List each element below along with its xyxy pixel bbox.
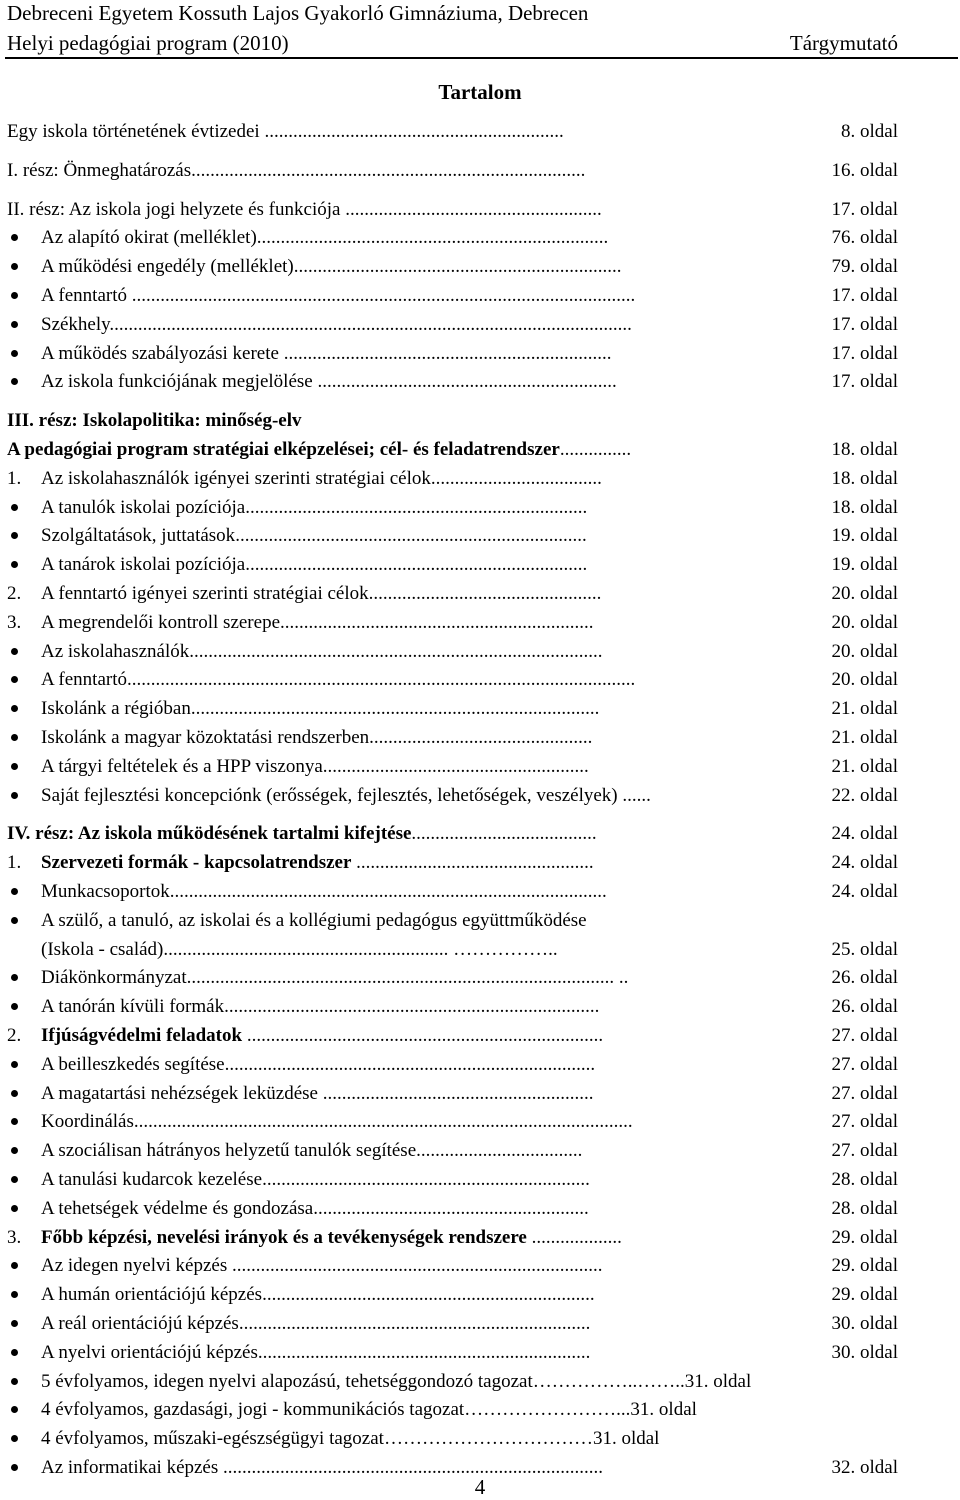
toc-entry: [0, 436, 960, 464]
dot-leader: .......................................: [411, 823, 597, 844]
toc-entry-page: 20. oldal: [831, 641, 898, 662]
toc-entry-page: 30. oldal: [831, 1342, 898, 1363]
toc-entry: [0, 407, 960, 435]
header-section-label: Tárgymutató: [789, 31, 898, 55]
toc-entry-title: Az alapító okirat (melléklet): [41, 227, 257, 248]
toc-entry-page: 20. oldal: [831, 612, 898, 633]
toc-entry-title: A pedagógiai program stratégiai elképzelései; cél- és feladatrendszer: [7, 439, 560, 460]
toc-entry-page: 17. oldal: [831, 371, 898, 392]
dot-leader: ...........................................................................: [242, 1025, 604, 1046]
toc-entry: [0, 878, 960, 906]
toc-entry-page: 25. oldal: [831, 939, 898, 960]
toc-entry-page: 27. oldal: [831, 1025, 898, 1046]
toc-entry: [0, 1108, 960, 1136]
dot-leader: ...............................................................................: [224, 996, 600, 1017]
dot-leader: .....................................................................: [278, 343, 612, 364]
bullet-icon: [11, 888, 18, 895]
toc-entry-title: Diákönkormányzat: [41, 967, 187, 988]
bullet-icon: [11, 1090, 18, 1097]
dot-leader: ........................................................: [322, 756, 589, 777]
bullet-icon: [11, 974, 18, 981]
dot-leader: ............................................................................................: [169, 881, 607, 902]
toc-entry-page: 17. oldal: [831, 343, 898, 364]
toc-entry: [0, 936, 960, 964]
toc-entry: [0, 1396, 960, 1424]
toc-entry: [0, 724, 960, 752]
bullet-icon: [11, 1061, 18, 1068]
bullet-icon: [11, 321, 18, 328]
toc-entry-page: 28. oldal: [831, 1198, 898, 1219]
bullet-icon: [11, 504, 18, 511]
dot-leader: .....................................................................: [293, 256, 622, 277]
toc-entry-title: Az iskolahasználók igényei szerinti stratégiai célok: [41, 468, 431, 489]
dot-leader: ……………………………31. oldal: [383, 1428, 660, 1449]
dot-leader: ........................................................................: [245, 554, 588, 575]
toc-entry: [0, 1137, 960, 1165]
toc-entry-page: 21. oldal: [831, 698, 898, 719]
bullet-icon: [11, 378, 18, 385]
toc-entry: [0, 224, 960, 252]
toc-entry-title: A tehetségek védelme és gondozása: [41, 1198, 314, 1219]
bullet-icon: [11, 1205, 18, 1212]
toc-entry-title: Saját fejlesztési koncepciónk (erősségek, fejlesztés, lehetőségek, veszélyek): [41, 785, 618, 806]
bullet-icon: [11, 1003, 18, 1010]
toc-entry-page: 20. oldal: [831, 669, 898, 690]
toc-entry: [0, 1166, 960, 1194]
dot-leader: ...................................: [416, 1140, 583, 1161]
toc-entry-page: 29. oldal: [831, 1255, 898, 1276]
toc-entry-title: II. rész: Az iskola jogi helyzete és funkciója: [7, 199, 341, 220]
dot-leader: .......................................................................................... ..: [186, 967, 629, 988]
toc-entry-title: Munkacsoportok: [41, 881, 170, 902]
toc-entry-title: Koordinálás: [41, 1111, 134, 1132]
dot-leader: ......................................................................: [262, 1284, 595, 1305]
dot-leader: ................................................................................: [218, 1457, 604, 1478]
toc-entry-title: Székhely: [41, 314, 110, 335]
dot-leader: .........................................................: [317, 1083, 594, 1104]
toc-entry-page: 18. oldal: [831, 468, 898, 489]
dot-leader: ..............................................................................: [227, 1255, 603, 1276]
toc-entry-title: III. rész: Iskolapolitika: minőség-elv: [7, 410, 302, 431]
toc-entry-title: A működés szabályozási kerete: [41, 343, 279, 364]
toc-entry-page: 8. oldal: [841, 121, 898, 142]
toc-entry-page: 17. oldal: [831, 285, 898, 306]
toc-entry: [0, 196, 960, 224]
dot-leader: ...............................................: [369, 727, 593, 748]
toc-title: Tartalom: [438, 80, 522, 104]
toc-entry-title: A szülő, a tanuló, az iskolai és a kollégiumi pedagógus együttműködése: [41, 910, 587, 931]
toc-entry: [0, 253, 960, 281]
toc-entry-title: 4 évfolyamos, gazdasági, jogi - kommunikációs tagozat: [41, 1399, 465, 1420]
toc-entry-number: 3.: [7, 612, 22, 633]
toc-entry: [0, 157, 960, 185]
toc-entry: [0, 964, 960, 992]
header-document-title: Helyi pedagógiai program (2010): [7, 31, 289, 55]
bullet-icon: [11, 1262, 18, 1269]
toc-entry: [0, 907, 960, 935]
toc-entry-page: 24. oldal: [831, 852, 898, 873]
header-institution: Debreceni Egyetem Kossuth Lajos Gyakorló Gimnáziuma, Debrecen: [7, 1, 589, 25]
page-number: 4: [474, 1475, 486, 1499]
toc-entry: [0, 1022, 960, 1050]
toc-entry: [0, 993, 960, 1021]
dot-leader: .....................................................................: [262, 1169, 590, 1190]
toc-entry: [0, 340, 960, 368]
toc-entry-title: A humán orientációjú képzés: [41, 1284, 263, 1305]
toc-entry-title: 4 évfolyamos, műszaki-egészségügyi tagozat: [41, 1428, 384, 1449]
toc-entry-page: 27. oldal: [831, 1083, 898, 1104]
toc-entry-title: (Iskola - család): [41, 939, 164, 960]
dot-leader: .........................................................................................................: [133, 1111, 633, 1132]
toc-entry-title: A tanárok iskolai pozíciója: [41, 554, 246, 575]
toc-entry-title: A magatartási nehézségek leküzdése: [41, 1083, 318, 1104]
bullet-icon: [11, 292, 18, 299]
toc-entry-title: Szolgáltatások, juttatások: [41, 525, 236, 546]
bullet-icon: [11, 1320, 18, 1327]
toc-entry: [0, 782, 960, 810]
toc-entry: [0, 311, 960, 339]
dot-leader: ..........................................................................: [235, 525, 587, 546]
toc-entry-title: A megrendelői kontroll szerepe: [41, 612, 281, 633]
toc-entry-page: 26. oldal: [831, 996, 898, 1017]
dot-leader: ...............: [559, 439, 632, 460]
toc-entry-page: 30. oldal: [831, 1313, 898, 1334]
toc-entry: [0, 580, 960, 608]
bullet-icon: [11, 1176, 18, 1183]
toc-entry-title: A fenntartó: [41, 669, 128, 690]
toc-entry: [0, 282, 960, 310]
toc-entry-title: A fenntartó igényei szerinti stratégiai célok: [41, 583, 369, 604]
dot-leader: ...........................................................................................................: [127, 669, 636, 690]
dot-leader: ..........................................................................................................: [127, 285, 636, 306]
dot-leader: ……………..……..31. oldal: [532, 1371, 752, 1392]
toc-entry: [0, 1425, 960, 1453]
toc-entry-title: Főbb képzési, nevelési irányok és a tevékenységek rendszere: [41, 1227, 527, 1248]
bullet-icon: [11, 1378, 18, 1385]
toc-entry-page: 19. oldal: [831, 554, 898, 575]
toc-entry: [0, 820, 960, 848]
toc-entry-page: 26. oldal: [831, 967, 898, 988]
dot-leader: ......................................................................................: [190, 698, 600, 719]
toc-entry-page: 76. oldal: [831, 227, 898, 248]
toc-entry-title: IV. rész: Az iskola működésének tartalmi kifejtése: [7, 823, 412, 844]
toc-entry-number: 2.: [7, 1025, 22, 1046]
dot-leader: ..................................................................: [280, 612, 594, 633]
bullet-icon: [11, 532, 18, 539]
toc-entry: [0, 1339, 960, 1367]
toc-entry: [0, 551, 960, 579]
toc-entry-page: 18. oldal: [831, 439, 898, 460]
dot-leader: ...................: [526, 1227, 622, 1248]
toc-entry-title: A tanulók iskolai pozíciója: [41, 497, 246, 518]
toc-entry: [0, 1310, 960, 1338]
dot-leader: ..........................................................................: [238, 1313, 591, 1334]
toc-entry: [0, 465, 960, 493]
bullet-icon: [11, 1406, 18, 1413]
bullet-icon: [11, 1435, 18, 1442]
toc-entry-title: A tanórán kívüli formák: [41, 996, 225, 1017]
toc-entry-page: 27. oldal: [831, 1054, 898, 1075]
toc-entry-page: 18. oldal: [831, 497, 898, 518]
bullet-icon: [11, 734, 18, 741]
toc-entry: [0, 1281, 960, 1309]
dot-leader: ..............................................................................: [224, 1054, 596, 1075]
toc-entry-page: 21. oldal: [831, 756, 898, 777]
toc-entry-page: 22. oldal: [831, 785, 898, 806]
toc-entry: [0, 666, 960, 694]
dot-leader: ......................................................................: [257, 1342, 591, 1363]
toc-entry-page: 79. oldal: [831, 256, 898, 277]
dot-leader: .......................................................................................: [189, 641, 603, 662]
toc-entry: [0, 1080, 960, 1108]
toc-entry-title: Szervezeti formák - kapcsolatrendszer: [41, 852, 352, 873]
toc-entry: [0, 753, 960, 781]
bullet-icon: [11, 263, 18, 270]
toc-entry-page: 24. oldal: [831, 823, 898, 844]
toc-entry-title: A beilleszkedés segítése: [41, 1054, 225, 1075]
toc-entry-title: A reál orientációjú képzés: [41, 1313, 239, 1334]
toc-entry: [0, 522, 960, 550]
bullet-icon: [11, 792, 18, 799]
bullet-icon: [11, 1118, 18, 1125]
toc-entry-title: A működési engedély (melléklet): [41, 256, 294, 277]
toc-entry-number: 3.: [7, 1227, 22, 1248]
toc-entry-title: A szociálisan hátrányos helyzetű tanulók segítése: [41, 1140, 417, 1161]
toc-entry-page: 28. oldal: [831, 1169, 898, 1190]
dot-leader: ............................................................ ……………..: [163, 939, 558, 960]
dot-leader: ..........................................................................: [256, 227, 609, 248]
bullet-icon: [11, 676, 18, 683]
dot-leader: ......................................................: [340, 199, 602, 220]
dot-leader: ....................................: [430, 468, 602, 489]
toc-entry-page: 29. oldal: [831, 1284, 898, 1305]
bullet-icon: [11, 1291, 18, 1298]
toc-entry-title: A fenntartó: [41, 285, 128, 306]
toc-entry-page: 32. oldal: [831, 1457, 898, 1478]
toc-entry-title: Az informatikai képzés: [41, 1457, 219, 1478]
bullet-icon: [11, 234, 18, 241]
toc-entry-title: Iskolánk a magyar közoktatási rendszerben: [41, 727, 370, 748]
bullet-icon: [11, 705, 18, 712]
bullet-icon: [11, 1147, 18, 1154]
toc-entry: [0, 1051, 960, 1079]
bullet-icon: [11, 917, 18, 924]
toc-entry-title: Egy iskola történetének évtizedei: [7, 121, 260, 142]
dot-leader: ..............................................................................................................: [109, 314, 632, 335]
dot-leader: ..................................................: [351, 852, 594, 873]
bullet-icon: [11, 561, 18, 568]
bullet-icon: [11, 1349, 18, 1356]
dot-leader: ...................................................................................: [191, 160, 586, 181]
toc-entry: [0, 609, 960, 637]
toc-entry-page: 24. oldal: [831, 881, 898, 902]
toc-entry: [0, 695, 960, 723]
toc-entry: [0, 1368, 960, 1396]
dot-leader: ........................................................................: [245, 497, 588, 518]
toc-entry: [0, 1195, 960, 1223]
toc-entry: [0, 368, 960, 396]
toc-entry-page: 16. oldal: [831, 160, 898, 181]
bullet-icon: [11, 648, 18, 655]
toc-entry: [0, 494, 960, 522]
toc-entry-title: 5 évfolyamos, idegen nyelvi alapozású, tehetséggondozó tagozat: [41, 1371, 533, 1392]
toc-entry: [0, 118, 960, 146]
dot-leader: ……………………...31. oldal: [464, 1399, 697, 1420]
toc-entry-title: Az iskolahasználók: [41, 641, 190, 662]
toc-entry-title: A nyelvi orientációjú képzés: [41, 1342, 258, 1363]
toc-entry-page: 27. oldal: [831, 1111, 898, 1132]
toc-entry: [0, 1252, 960, 1280]
toc-entry-title: Az idegen nyelvi képzés: [41, 1255, 228, 1276]
dot-leader: ...............................................................: [312, 371, 617, 392]
toc-entry-number: 1.: [7, 468, 22, 489]
dot-leader: ......: [617, 785, 651, 806]
toc-entry-title: Iskolánk a régióban: [41, 698, 191, 719]
toc-entry-page: 27. oldal: [831, 1140, 898, 1161]
bullet-icon: [11, 350, 18, 357]
toc-entry-page: 21. oldal: [831, 727, 898, 748]
dot-leader: .................................................: [368, 583, 602, 604]
toc-entry-title: Az iskola funkciójának megjelölése: [41, 371, 313, 392]
toc-entry-number: 2.: [7, 583, 22, 604]
toc-entry: [0, 638, 960, 666]
toc-entry-title: I. rész: Önmeghatározás: [7, 160, 192, 181]
toc-entry-title: A tanulási kudarcok kezelése: [41, 1169, 263, 1190]
toc-entry-page: 17. oldal: [831, 314, 898, 335]
dot-leader: ...............................................................: [259, 121, 564, 142]
toc-entry-page: 29. oldal: [831, 1227, 898, 1248]
dot-leader: ..........................................................: [313, 1198, 589, 1219]
toc-entry-page: 19. oldal: [831, 525, 898, 546]
toc-entry-title: A tárgyi feltételek és a HPP viszonya: [41, 756, 323, 777]
toc-entry: [0, 1224, 960, 1252]
toc-entry-page: 20. oldal: [831, 583, 898, 604]
toc-entry: [0, 849, 960, 877]
toc-entry-page: 17. oldal: [831, 199, 898, 220]
toc-entry-title: Ifjúságvédelmi feladatok: [41, 1025, 243, 1046]
bullet-icon: [11, 763, 18, 770]
bullet-icon: [11, 1464, 18, 1471]
toc-entry-number: 1.: [7, 852, 22, 873]
